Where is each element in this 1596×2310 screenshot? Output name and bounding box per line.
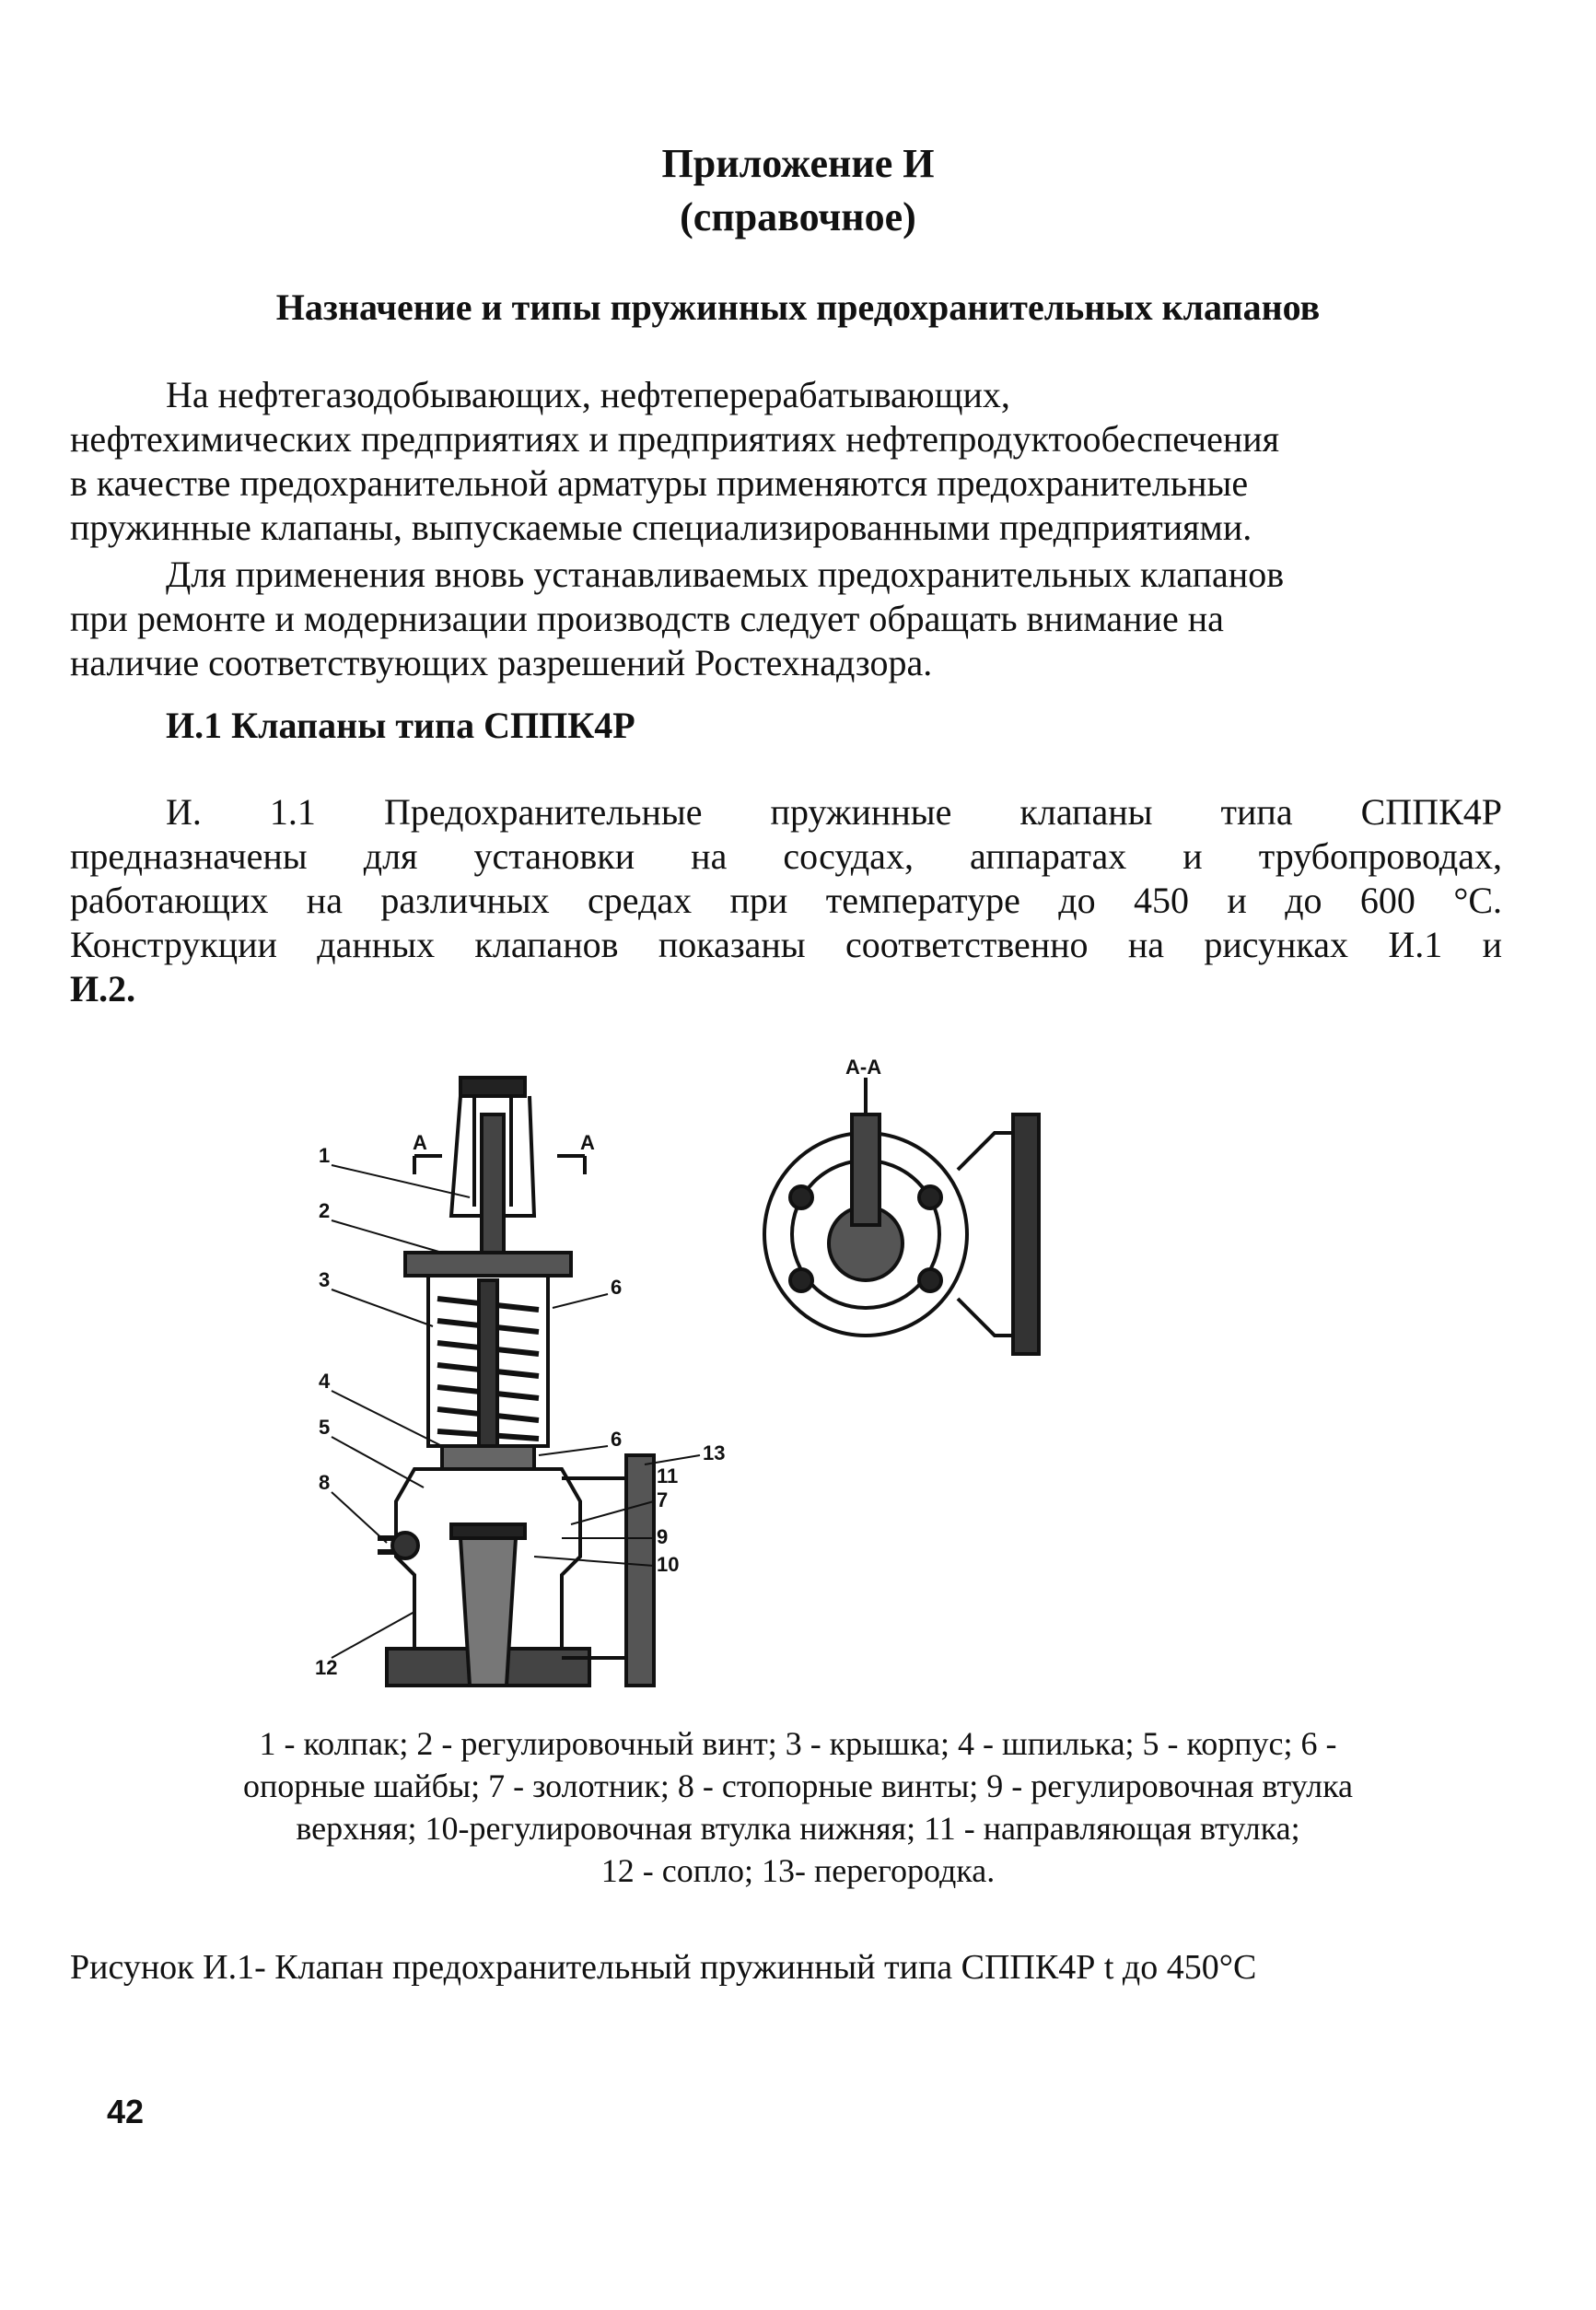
paragraph-i1-1 [70, 790, 1502, 1011]
callout-4: 4 [319, 1370, 331, 1393]
callout-13: 13 [703, 1441, 726, 1464]
appendix-title: Приложение И [661, 141, 935, 186]
callout-10: 10 [657, 1553, 680, 1576]
legend-line: 12 - сопло; 13- перегородка. [600, 1852, 996, 1889]
callout-section-aa: А-А [845, 1056, 882, 1079]
callout-2: 2 [319, 1199, 331, 1222]
callout-12: 12 [315, 1656, 338, 1679]
callout-6b: 6 [611, 1428, 623, 1451]
paragraph-2 [70, 553, 1502, 685]
legend-line: 1 - колпак; 2 - регулировочный винт; 3 - крышка; 4 - шпилька; 5 - корпус; 6 - [259, 1725, 1337, 1762]
paragraph-line: Конструкции данных клапанов показаны соответственно на рисунках И.1 и [70, 924, 1502, 965]
paragraph-line: при ремонте и модернизации производств следует обращать внимание на [70, 598, 1224, 639]
paragraph-1 [70, 373, 1502, 550]
callout-3: 3 [319, 1268, 331, 1291]
legend-line: верхняя; 10-регулировочная втулка нижняя; 11 - направляющая втулка; [296, 1810, 1300, 1847]
figure-caption: Рисунок И.1- Клапан предохранительный пружинный типа СППК4Р t до 450°С [70, 1948, 1257, 1987]
callout-8: 8 [319, 1471, 331, 1494]
paragraph-line: Для применения вновь устанавливаемых предохранительных клапанов [166, 554, 1285, 595]
callout-a-right: А [580, 1131, 595, 1154]
legend-line: опорные шайбы; 7 - золотник; 8 - стопорные винты; 9 - регулировочная втулка [242, 1768, 1354, 1804]
paragraph-line: пружинные клапаны, выпускаемые специализированными предприятиями. [70, 507, 1252, 548]
paragraph-line: работающих на различных средах при температуре до 450 и до 600 °С. [70, 880, 1502, 921]
paragraph-line: предназначены для установки на сосудах, аппаратах и трубопроводах, [70, 835, 1502, 877]
figure-legend [147, 1722, 1449, 1892]
paragraph-line: в качестве предохранительной арматуры применяются предохранительные [70, 462, 1249, 504]
callout-11: 11 [657, 1464, 679, 1488]
callout-labels [315, 1056, 1308, 1704]
paragraph-line: На нефтегазодобывающих, нефтеперерабатывающих, [166, 374, 1010, 415]
callout-1: 1 [319, 1144, 331, 1167]
paragraph-line: И.2. [70, 968, 136, 1009]
paragraph-line: нефтехимических предприятиях и предприятиях нефтепродуктообеспечения [70, 418, 1280, 460]
page-number: 42 [107, 2093, 145, 2130]
callout-7: 7 [657, 1488, 669, 1511]
appendix-subtitle: (справочное) [680, 194, 916, 239]
callout-6: 6 [611, 1276, 623, 1299]
section-heading-i1: И.1 Клапаны типа СППК4Р [166, 705, 635, 746]
appendix-heading: Назначение и типы пружинных предохранительных клапанов [275, 286, 1321, 328]
paragraph-line: И. 1.1 Предохранительные пружинные клапаны типа СППК4Р [166, 791, 1502, 833]
paragraph-line: наличие соответствующих разрешений Ростехнадзора. [70, 642, 933, 683]
callout-9: 9 [657, 1525, 669, 1548]
callout-5: 5 [319, 1416, 331, 1439]
callout-a-left: А [413, 1131, 427, 1154]
